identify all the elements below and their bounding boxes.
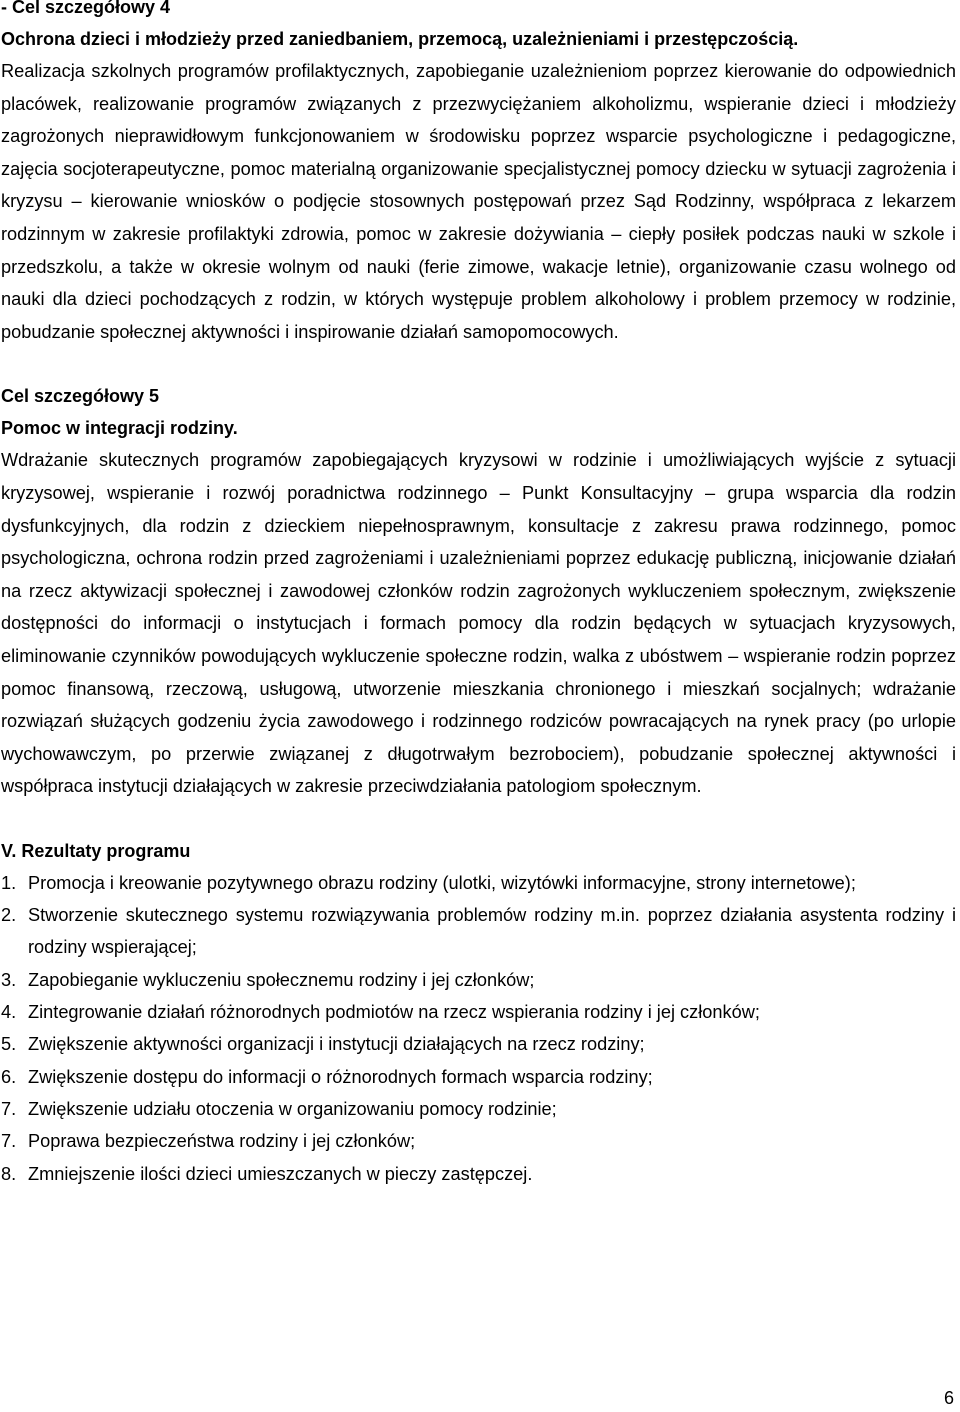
results-section xyxy=(1,835,956,1190)
list-item xyxy=(1,1158,956,1190)
results-list xyxy=(1,867,956,1190)
list-item-text: Zintegrowanie działań różnorodnych podmiotów na rzecz wspierania rodziny i jej członków; xyxy=(28,1002,760,1023)
list-item xyxy=(1,1093,956,1125)
section-4-subtitle: Ochrona dzieci i młodzieży przed zaniedbaniem, przemocą, uzależnieniami i przestępczością. xyxy=(1,29,799,49)
list-item-number: 1. xyxy=(1,872,17,893)
list-item-text: Poprawa bezpieczeństwa rodziny i jej członków; xyxy=(28,1131,416,1152)
list-item xyxy=(1,1061,956,1093)
list-item-text: Zapobieganie wykluczeniu społecznemu rodziny i jej członków; xyxy=(28,969,535,990)
page-number: 6 xyxy=(943,1388,954,1408)
list-item-text: Zwiększenie dostępu do informacji o różnorodnych formach wsparcia rodziny; xyxy=(28,1066,653,1087)
list-item xyxy=(1,867,956,899)
section-5-subtitle: Pomoc w integracji rodziny. xyxy=(1,418,238,439)
section-5 xyxy=(1,380,956,803)
section-4-title: - Cel szczegółowy 4 xyxy=(1,0,171,17)
list-item-number: 2. xyxy=(1,905,17,926)
list-item-text: Zwiększenie aktywności organizacji i instytucji działających na rzecz rodziny; xyxy=(28,1034,645,1055)
results-title: V. Rezultaty programu xyxy=(1,840,191,861)
section-5-title: Cel szczegółowy 5 xyxy=(1,386,160,407)
list-item-number: 5. xyxy=(1,1034,17,1055)
list-item-number: 8. xyxy=(1,1163,17,1184)
list-item xyxy=(1,1125,956,1157)
list-item xyxy=(1,1028,956,1060)
section-4 xyxy=(1,0,956,348)
list-item xyxy=(1,899,956,964)
section-4-body: Realizacja szkolnych programów profilaktycznych, zapobieganie uzależnieniom poprzez kierowanie do odpowiednich placówek, realizowanie programów związanych z przezwyciężaniem alkoholizmu, wspieranie dzieci i młodzieży zagrożonych nieprawidłowym funkcjonowaniem w środowisku poprzez wsparcie psychologiczne i pedagogiczne, zajęcia socjoterapeutyczne, pomoc materialną organizowanie specjalistycznej pomocy dziecku w sytuacji zagrożenia i kryzysu – kierowanie wniosków o podjęcie stosownych postępowań przez Sąd Rodzinny, współpraca z lekarzem rodzinnym w zakresie profilaktyki zdrowia, pomoc w zakresie dożywiania – ciepły posiłek podczas nauki w szkole i przedszkolu, a także w okresie wolnym od nauki (ferie zimowe, wakacje letnie), organizowanie czasu wolnego od nauki dla dzieci pochodzących z rodzin, w których występuje problem alkoholowy i problem przemocy w rodzinie, pobudzanie społecznej aktywności i inspirowanie działań samopomocowych. xyxy=(1,61,956,342)
list-item xyxy=(1,964,956,996)
list-item-text: Stworzenie skutecznego systemu rozwiązywania problemów rodziny m.in. poprzez działania asystenta rodziny i rodziny wspierającej; xyxy=(28,905,956,958)
list-item-text: Zmniejszenie ilości dzieci umieszczanych w pieczy zastępczej. xyxy=(28,1163,533,1184)
list-item-number: 7. xyxy=(1,1098,17,1119)
list-item-number: 6. xyxy=(1,1066,17,1087)
list-item-number: 3. xyxy=(1,969,17,990)
list-item-text: Zwiększenie udziału otoczenia w organizowaniu pomocy rodzinie; xyxy=(28,1098,557,1119)
list-item-number: 7. xyxy=(1,1131,17,1152)
list-item xyxy=(1,996,956,1028)
list-item-text: Promocja i kreowanie pozytywnego obrazu rodziny (ulotki, wizytówki informacyjne, strony internetowe); xyxy=(28,872,856,893)
list-item-number: 4. xyxy=(1,1002,17,1023)
spacer xyxy=(1,803,956,835)
section-5-body: Wdrażanie skutecznych programów zapobiegających kryzysowi w rodzinie i umożliwiających wyjście z sytuacji kryzysowej, wspieranie i rozwój poradnictwa rodzinnego – Punkt Konsultacyjny – grupa wsparcia dla rodzin dysfunkcyjnych, dla rodzin z dzieckiem niepełnosprawnym, konsultacje z zakresu prawa rodzinnego, pomoc psychologiczna, ochrona rodzin przed zagrożeniami i uzależnieniami poprzez edukację publiczną, inicjowanie działań na rzecz aktywizacji społecznej i zawodowej członków rodzin zagrożonych wykluczeniem społecznym, zwiększenie dostępności do informacji o instytucjach i formach pomocy dla rodzin będących w sytuacjach kryzysowych, eliminowanie czynników powodujących wykluczenie społeczne rodzin, walka z ubóstwem – wspieranie rodzin poprzez pomoc finansową, rzeczową, usługową, utworzenie mieszkania chronionego i mieszkań socjalnych; wdrażanie rozwiązań służących godzeniu życia zawodowego i rodzinnego rodziców powracających na rynek pracy (po urlopie wychowawczym, po przerwie związanej z długotrwałym bezrobociem), pobudzanie społecznej aktywności i współpraca instytucji działających w zakresie przeciwdziałania patologiom społecznym. xyxy=(1,450,956,797)
spacer xyxy=(1,348,956,380)
